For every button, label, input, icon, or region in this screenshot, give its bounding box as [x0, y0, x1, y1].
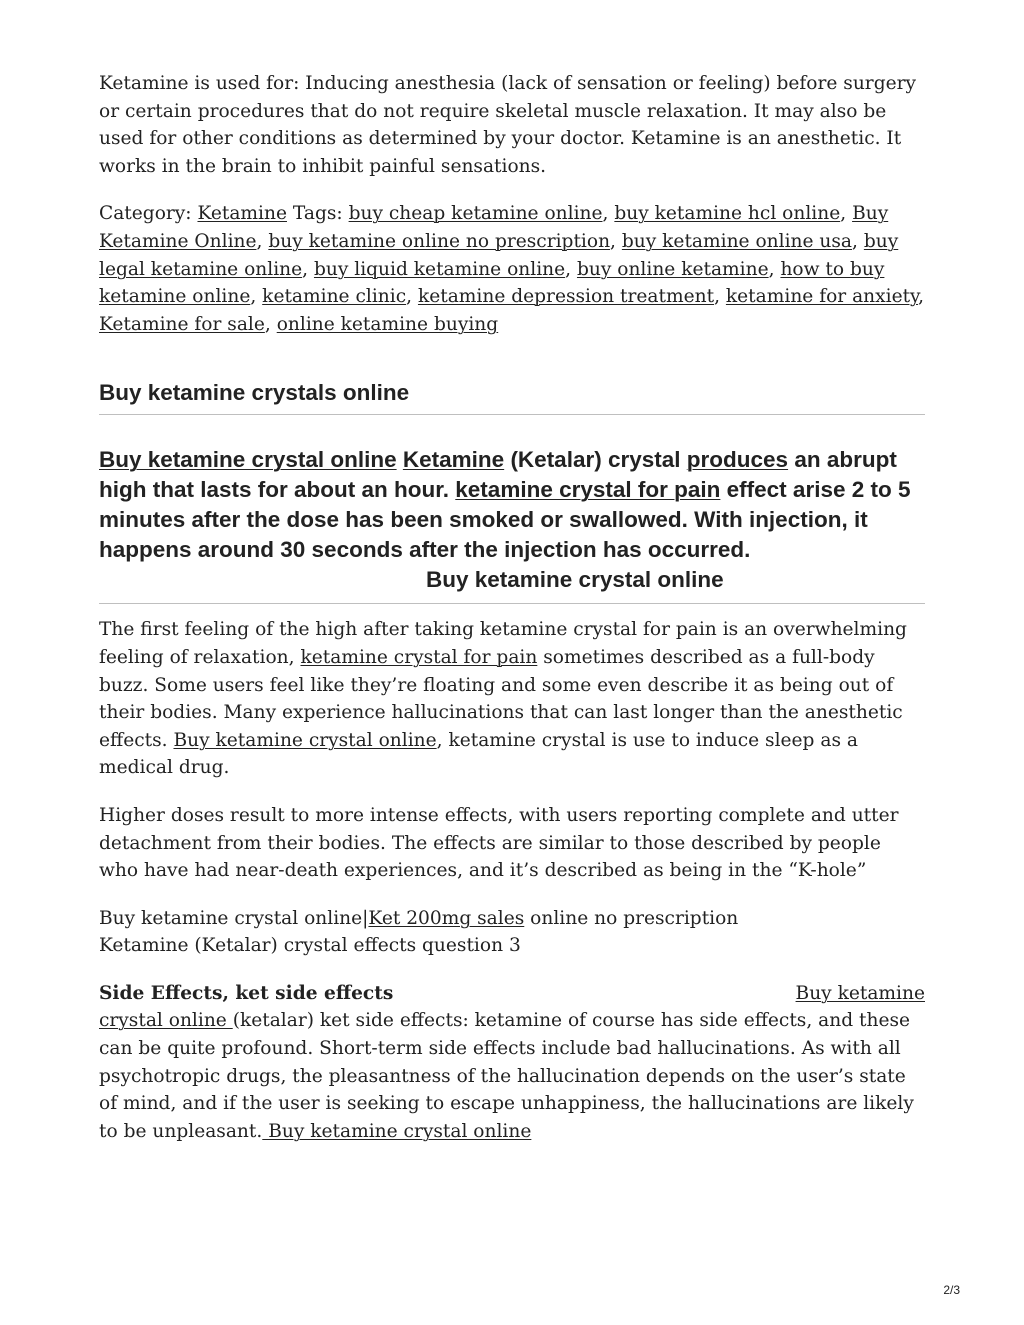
tag-link[interactable]: Buy Ketamine Online — [99, 203, 889, 252]
tag-link[interactable]: buy ketamine online no prescription — [268, 230, 611, 252]
tag-link[interactable]: buy cheap ketamine online — [348, 203, 603, 225]
link-buy-crystal-online-right[interactable]: Buy ketamine — [795, 982, 925, 1004]
tags-label: Tags: — [292, 203, 343, 225]
link-ket-sales[interactable]: Ket 200mg sales — [368, 907, 525, 929]
tag-link[interactable]: ketamine depression treatment — [417, 286, 715, 308]
tag-link[interactable]: ketamine for anxiety — [725, 286, 919, 308]
heading-link-buy-crystal[interactable]: Buy ketamine crystal online — [99, 447, 397, 473]
category-label: Category: — [99, 203, 192, 225]
side-effects-paragraph — [99, 1007, 925, 1145]
intro-paragraph: Ketamine is used for: Inducing anesthesia (lack of sensation or feeling) before surgery or certain procedures that do not require skeletal muscle relaxation. It may also be used for other conditions as determined by your doctor. Ketamine is an anesthetic. It works in the brain to inhibit painful sensations. — [99, 73, 916, 177]
tag-link[interactable]: ketamine clinic — [262, 286, 407, 308]
heading-link-ketamine[interactable]: Ketamine — [402, 447, 505, 473]
paragraph-text: online no prescription — [524, 907, 739, 929]
side-effects-section — [99, 980, 925, 1146]
paragraph-text: Buy ketamine crystal online| — [99, 907, 369, 929]
category-tags-line: Category: Ketamine Tags: buy cheap ketamine online, buy ketamine hcl online, Buy Ketamine Online, buy ketamine online no prescription, buy ketamine online usa, buy legal ketamine online, buy liquid ketamine online, buy online ketamine, how to buy ketamine online, ketamine clinic, ketamine depression treatment, ketamine for anxiety, Ketamine for sale, online ketamine buying — [99, 203, 925, 335]
section-heading: Buy ketamine crystals online — [99, 380, 925, 415]
link-crystal-for-pain[interactable]: ketamine crystal for pain — [300, 646, 538, 668]
paragraph-text: The first feeling of the high after taking ketamine crystal for pain is an overwhelming feeling of relaxation, — [99, 619, 907, 668]
heading-text: Buy ketamine crystal online — [426, 567, 724, 593]
tag-link[interactable]: how to buy ketamine online — [99, 258, 885, 308]
heading-link-crystal-for-pain[interactable]: ketamine crystal for pain — [455, 477, 721, 503]
paragraph-text: , ketamine crystal is use to induce sleep as a medical drug. — [99, 729, 858, 779]
page-number: 2/3 — [943, 1283, 960, 1297]
category-link[interactable]: Ketamine — [197, 203, 287, 225]
tag-link[interactable]: buy ketamine hcl online — [614, 203, 841, 225]
tag-link[interactable]: buy legal ketamine online — [99, 230, 899, 280]
link-buy-crystal-online[interactable]: Buy ketamine crystal online — [173, 729, 437, 751]
heading-text: an abrupt high that lasts for about an hour. — [99, 447, 897, 503]
main-heading — [99, 445, 925, 604]
paragraph-text: (ketalar) ket side effects: ketamine of course has side effects, and these can be quite profound. Short-term side effects include bad hallucinations. As with all psychotropic drugs, the pleasantness of the hallucination depends on the user’s state of mind, and if the user is seeking to escape unhappiness, the hallucinations are likely to be unpleasant. — [99, 1010, 914, 1142]
tag-link[interactable]: buy ketamine online usa — [621, 230, 853, 252]
link-crystal-online-continued[interactable]: crystal online — [99, 1010, 233, 1032]
side-effects-header — [99, 980, 925, 1008]
heading-link-produces[interactable]: produces — [686, 447, 789, 473]
paragraph-text: sometimes described as a full-body buzz. Some users feel like they’re floating and some even describe it as being out of their bodies. Many experience hallucinations that can last longer than the anesthetic effects. — [99, 646, 903, 751]
tag-link[interactable]: Ketamine for sale — [99, 313, 265, 335]
paragraph-higher-doses: Higher doses result to more intense effects, with users reporting complete and utter detachment from their bodies. The effects are similar to those described by people who have had near-death experiences, and it’s described as being in the “K-hole” — [99, 804, 899, 882]
paragraph-ket-sales — [99, 905, 925, 960]
paragraph-text: Ketamine (Ketalar) crystal effects question 3 — [99, 935, 521, 957]
heading-text: effect arise 2 to 5 minutes after the dose has been smoked or swallowed. With injection, it happens around 30 seconds after the injection has occurred. — [99, 477, 911, 563]
article-body — [99, 70, 925, 1145]
link-buy-crystal-online-end[interactable]: Buy ketamine crystal online — [262, 1120, 532, 1142]
tag-link[interactable]: buy liquid ketamine online — [313, 258, 566, 280]
tag-link[interactable]: buy online ketamine — [576, 258, 769, 280]
heading-text: (Ketalar) crystal — [510, 447, 681, 473]
paragraph-first-feeling — [99, 616, 925, 782]
side-effects-heading: Side Effects, ket side effects — [99, 982, 394, 1004]
tag-link[interactable]: online ketamine buying — [276, 313, 499, 335]
